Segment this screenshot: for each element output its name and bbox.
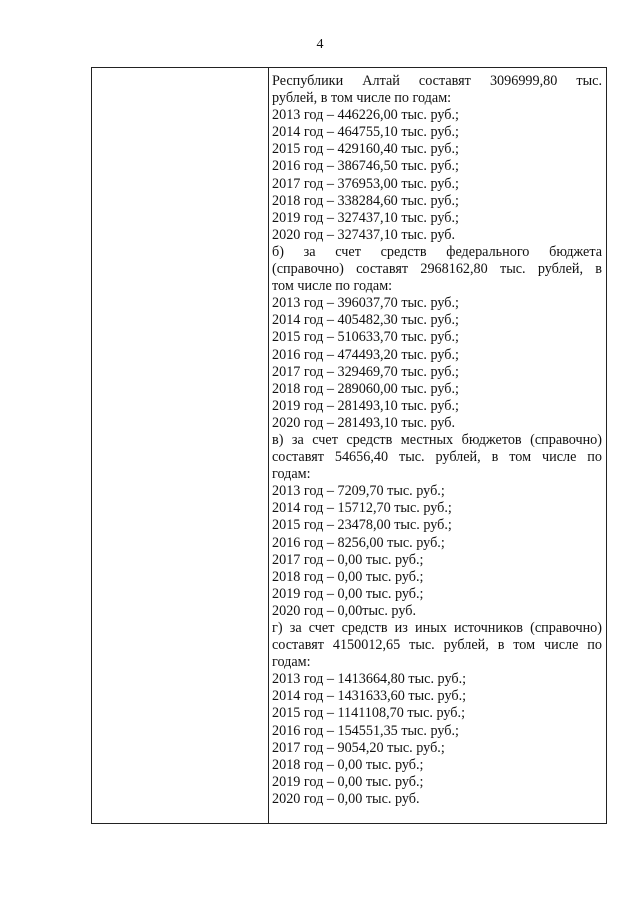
column-divider bbox=[268, 68, 269, 823]
text-line: б) за счет средств федерального бюджета bbox=[272, 243, 602, 260]
text-line: (справочно) составят 2968162,80 тыс. рублей, в bbox=[272, 261, 602, 278]
text-line: составят 4150012,65 тыс. рублей, в том числе по bbox=[272, 637, 602, 654]
text-line: 2015 год – 23478,00 тыс. руб.; bbox=[272, 517, 452, 534]
text-line: в) за счет средств местных бюджетов (справочно) bbox=[272, 431, 602, 448]
text-line: 2016 год – 154551,35 тыс. руб.; bbox=[272, 722, 459, 739]
page-number: 4 bbox=[316, 37, 324, 52]
text-line: 2013 год – 7209,70 тыс. руб.; bbox=[272, 483, 445, 500]
text-line: 2013 год – 396037,70 тыс. руб.; bbox=[272, 295, 459, 312]
text-line: 2014 год – 464755,10 тыс. руб.; bbox=[272, 124, 459, 141]
text-line: Республики Алтай составят 3096999,80 тыс. bbox=[272, 73, 602, 89]
text-line: 2018 год – 289060,00 тыс. руб.; bbox=[272, 380, 459, 397]
text-line: 2020 год – 0,00 тыс. руб. bbox=[272, 790, 420, 807]
table-left-cell bbox=[92, 68, 268, 823]
text-line: г) за счет средств из иных источников (справочно) bbox=[272, 620, 602, 636]
text-line: 2014 год – 405482,30 тыс. руб.; bbox=[272, 312, 459, 329]
text-line: 2013 год – 1413664,80 тыс. руб.; bbox=[272, 671, 467, 688]
text-line: рублей, в том числе по годам: bbox=[272, 90, 452, 107]
text-line: 2019 год – 0,00 тыс. руб.; bbox=[272, 585, 424, 602]
text-line: 2017 год – 376953,00 тыс. руб.; bbox=[272, 175, 459, 192]
text-line: 2017 год – 329469,70 тыс. руб.; bbox=[272, 363, 459, 380]
text-line: годам: bbox=[272, 654, 311, 671]
document-table bbox=[91, 67, 607, 824]
text-line: 2020 год – 0,00тыс. руб. bbox=[272, 602, 417, 619]
text-line: 2016 год – 474493,20 тыс. руб.; bbox=[272, 346, 459, 363]
text-line: 2015 год – 1141108,70 тыс. руб.; bbox=[272, 705, 466, 722]
text-line: 2015 год – 510633,70 тыс. руб.; bbox=[272, 329, 459, 346]
text-line: 2014 год – 15712,70 тыс. руб.; bbox=[272, 500, 452, 517]
text-line: 2016 год – 8256,00 тыс. руб.; bbox=[272, 534, 445, 551]
text-line: 2017 год – 9054,20 тыс. руб.; bbox=[272, 739, 445, 756]
text-line: 2015 год – 429160,40 тыс. руб.; bbox=[272, 141, 459, 158]
text-line: 2020 год – 327437,10 тыс. руб. bbox=[272, 226, 456, 243]
table-right-cell bbox=[272, 73, 602, 808]
text-line: годам: bbox=[272, 466, 311, 483]
text-line: 2018 год – 338284,60 тыс. руб.; bbox=[272, 192, 459, 209]
text-line: 2020 год – 281493,10 тыс. руб. bbox=[272, 414, 456, 431]
text-line: 2019 год – 327437,10 тыс. руб.; bbox=[272, 209, 459, 226]
text-line: 2019 год – 0,00 тыс. руб.; bbox=[272, 773, 424, 790]
text-line: составят 54656,40 тыс. рублей, в том числе по bbox=[272, 449, 602, 466]
text-line: 2019 год – 281493,10 тыс. руб.; bbox=[272, 397, 459, 414]
text-line: 2014 год – 1431633,60 тыс. руб.; bbox=[272, 688, 467, 705]
text-line: 2016 год – 386746,50 тыс. руб.; bbox=[272, 158, 459, 175]
text-line: 2013 год – 446226,00 тыс. руб.; bbox=[272, 107, 459, 124]
text-line: 2018 год – 0,00 тыс. руб.; bbox=[272, 756, 424, 773]
text-line: 2017 год – 0,00 тыс. руб.; bbox=[272, 551, 424, 568]
text-line: том числе по годам: bbox=[272, 278, 393, 295]
text-line: 2018 год – 0,00 тыс. руб.; bbox=[272, 568, 424, 585]
